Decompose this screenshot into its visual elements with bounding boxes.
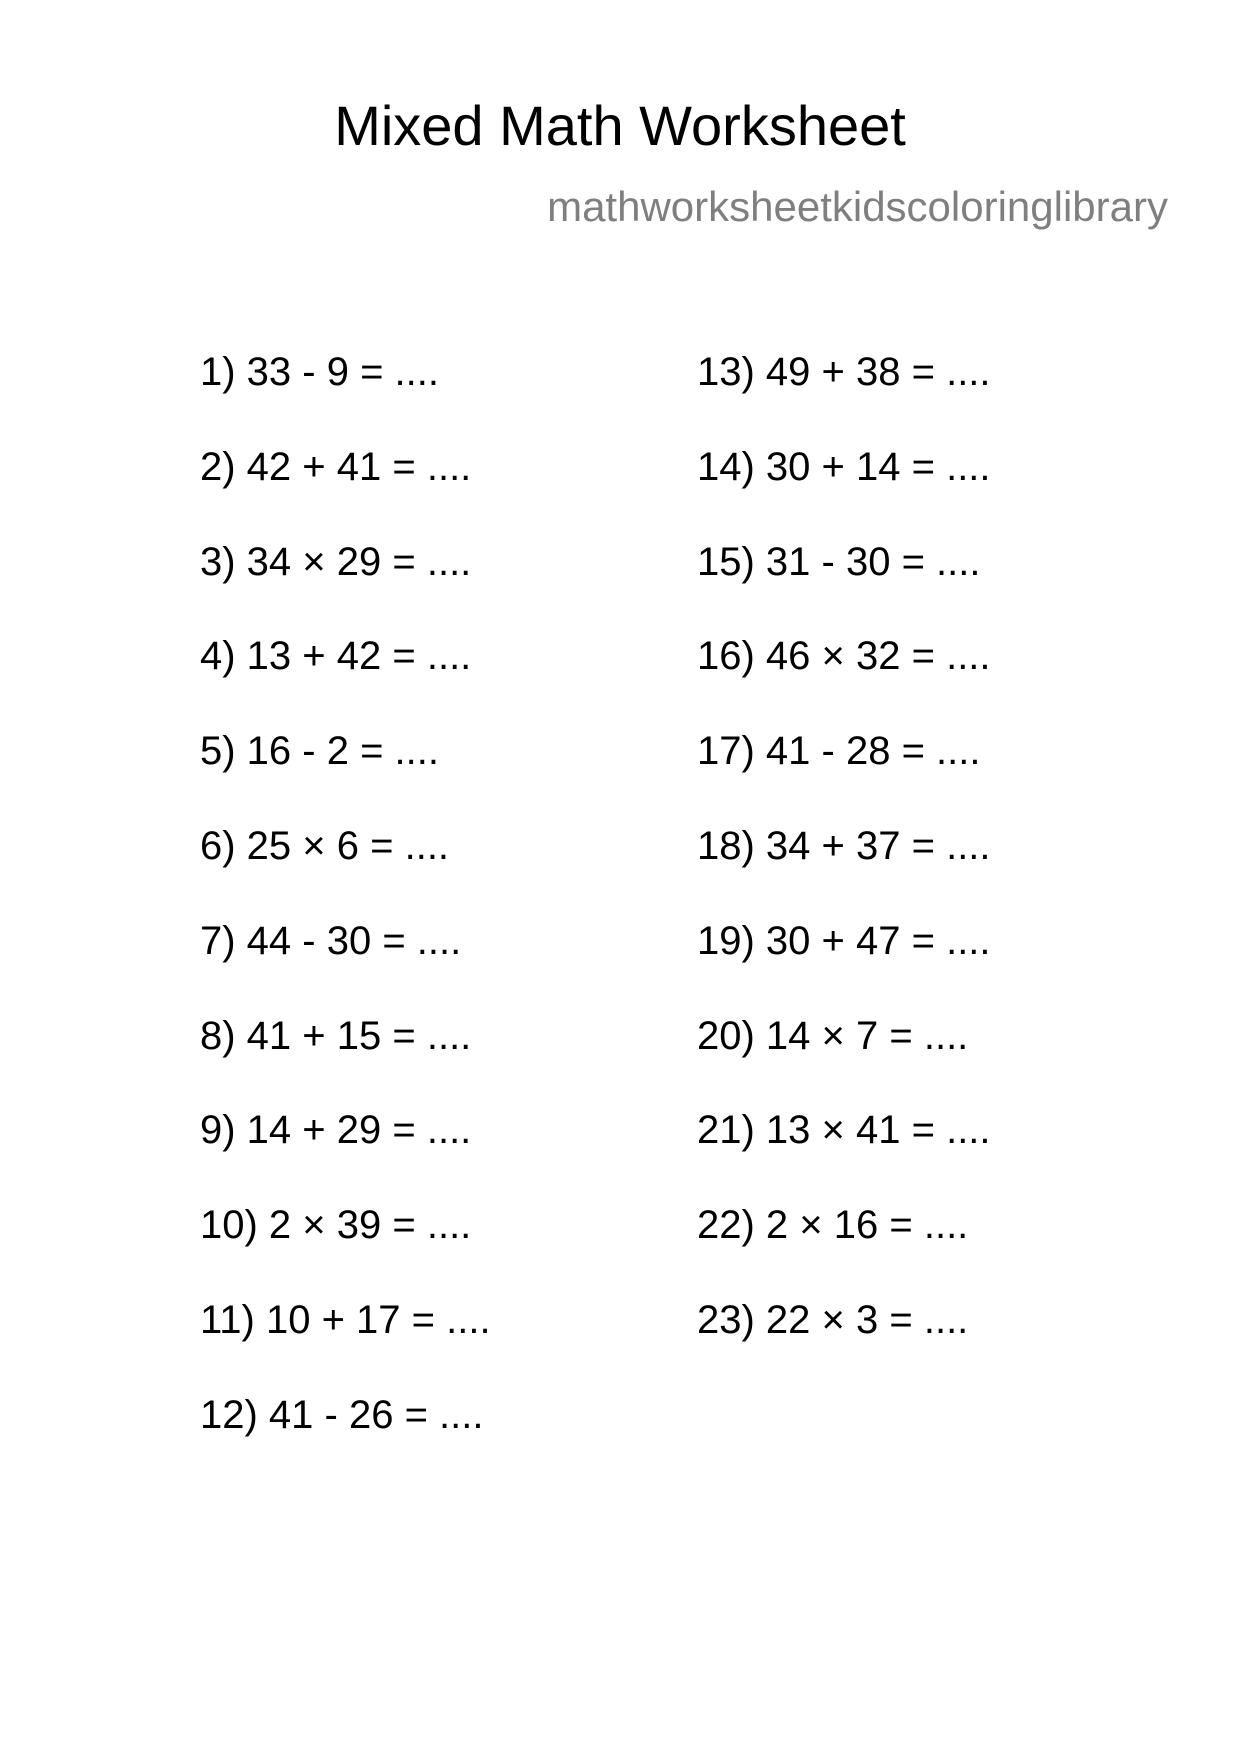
problem-item: 10) 2 × 39 = .... [200,1203,472,1248]
problem-item: 20) 14 × 7 = .... [697,1013,969,1058]
problem-item: 12) 41 - 26 = .... [200,1392,484,1437]
problem-item: 19) 30 + 47 = .... [697,918,991,963]
problem-item: 23) 22 × 3 = .... [697,1297,969,1342]
problem-item: 5) 16 - 2 = .... [200,729,440,774]
problem-item: 4) 13 + 42 = .... [200,634,472,679]
problem-item: 2) 42 + 41 = .... [200,444,472,489]
problem-item: 15) 31 - 30 = .... [697,539,981,584]
problem-item: 11) 10 + 17 = .... [200,1297,491,1342]
problem-item: 7) 44 - 30 = .... [200,918,462,963]
problem-item: 1) 33 - 9 = .... [200,350,440,394]
problem-item: 22) 2 × 16 = .... [697,1203,969,1248]
source-label: mathworksheetkidscoloringlibrary [547,183,1168,230]
problem-item: 14) 30 + 14 = .... [697,444,991,489]
problem-item: 16) 46 × 32 = .... [697,634,991,679]
problem-item: 6) 25 × 6 = .... [200,823,450,868]
problem-item: 8) 41 + 15 = .... [200,1013,472,1058]
page-title: Mixed Math Worksheet [334,94,906,157]
problem-item: 13) 49 + 38 = .... [697,350,991,394]
problem-column-right [697,350,1157,1393]
problem-item: 21) 13 × 41 = .... [697,1108,991,1153]
problem-item: 17) 41 - 28 = .... [697,729,981,774]
problem-column-left [200,350,660,1488]
problem-item: 18) 34 + 37 = .... [697,823,991,868]
problem-item: 9) 14 + 29 = .... [200,1108,472,1153]
problem-item: 3) 34 × 29 = .... [200,539,472,584]
